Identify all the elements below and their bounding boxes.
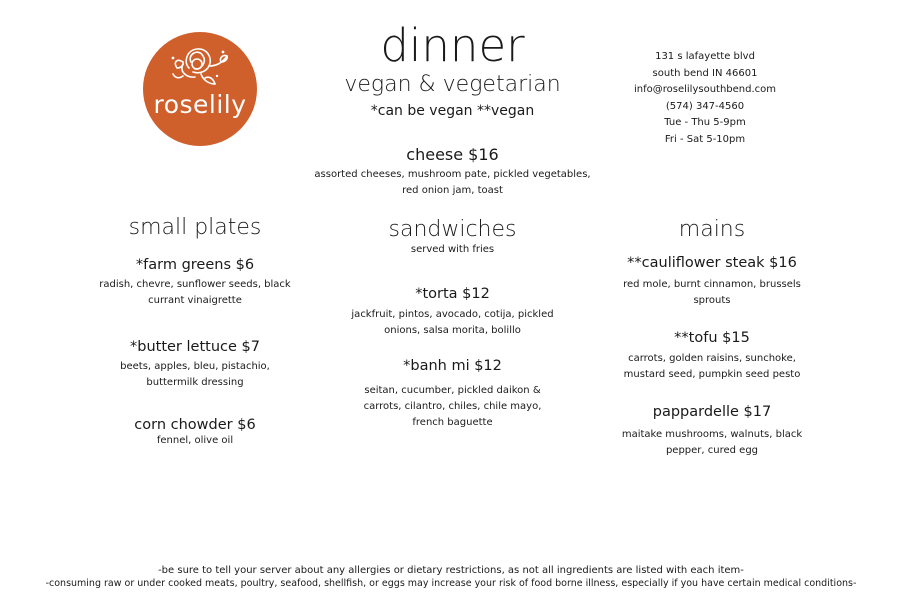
item-name: corn chowder $6	[134, 417, 256, 433]
menu-item	[597, 255, 827, 309]
menu-item	[330, 286, 575, 339]
item-name: pappardelle $17	[652, 404, 772, 420]
item-desc: pepper, cured egg	[665, 445, 759, 456]
item-desc: beets, apples, bleu, pistachio,	[120, 361, 270, 372]
address-line1: 131 s lafayette blvd	[655, 51, 755, 62]
hours-weekend: Fri - Sat 5-10pm	[664, 133, 746, 145]
item-desc: maitake mushrooms, walnuts, black	[621, 429, 803, 440]
item-desc: onions, salsa morita, bolillo	[384, 325, 521, 336]
item-name: *butter lettuce $7	[130, 339, 260, 355]
item-desc: red onion jam, toast	[402, 185, 503, 196]
item-name: *farm greens $6	[135, 257, 255, 273]
item-desc: currant vinaigrette	[148, 295, 242, 306]
address-line2: south bend IN 46601	[652, 67, 758, 79]
email: info@roselilysouthbend.com	[633, 84, 777, 95]
menu-item	[95, 257, 295, 309]
menu-item	[95, 339, 295, 391]
item-name: cheese $16	[406, 145, 499, 164]
item-desc: carrots, golden raisins, sunchoke,	[628, 353, 796, 364]
allergy-notice: -be sure to tell your server about any allergies or dietary restrictions, as not all ingredients are listed with each item-	[158, 565, 744, 576]
cheese-item	[300, 145, 605, 199]
mains-title: mains	[678, 217, 746, 242]
item-desc: jackfruit, pintos, avocado, cotija, pickled	[351, 309, 554, 320]
sandwiches-subtitle: served with fries	[410, 244, 495, 255]
item-desc: mustard seed, pumpkin seed pesto	[623, 369, 801, 380]
sandwiches-title: sandwiches	[388, 217, 517, 242]
roselily-logo	[143, 32, 257, 146]
page-title: dinner	[380, 19, 525, 72]
menu-item	[597, 330, 827, 383]
item-desc: buttermilk dressing	[146, 377, 244, 388]
item-desc: fennel, olive oil	[156, 435, 234, 446]
item-name: *banh mi $12	[403, 358, 502, 374]
health-advisory: -consuming raw or under cooked meats, poultry, seafood, shellfish, or eggs may increase your risk of food borne illness, especially if you have certain medical conditions-	[45, 578, 857, 589]
item-name: **tofu $15	[674, 330, 750, 346]
hours-weekday: Tue - Thu 5-9pm	[664, 117, 746, 128]
item-desc: red mole, burnt cinnamon, brussels	[623, 279, 801, 290]
page-subtitle: vegan & vegetarian	[344, 72, 561, 97]
phone: (574) 347-4560	[665, 100, 745, 112]
small-plates-title: small plates	[128, 215, 262, 240]
rose-icon	[143, 32, 257, 146]
item-desc: seitan, cucumber, pickled daikon &	[364, 385, 541, 396]
item-desc: assorted cheeses, mushroom pate, pickled vegetables,	[314, 169, 591, 180]
menu-item	[95, 417, 295, 449]
menu-item	[597, 404, 827, 459]
item-name: **cauliflower steak $16	[627, 255, 797, 271]
contact-info	[620, 49, 790, 148]
logo-wordmark: roselily	[153, 90, 247, 119]
item-desc: sprouts	[693, 295, 731, 306]
item-desc: carrots, cilantro, chiles, chile mayo,	[363, 401, 542, 412]
item-name: *torta $12	[415, 286, 490, 302]
vegan-legend: *can be vegan **vegan	[370, 103, 535, 119]
item-desc: radish, chevre, sunflower seeds, black	[99, 279, 291, 290]
item-desc: french baguette	[412, 417, 493, 428]
menu-item	[330, 358, 575, 431]
